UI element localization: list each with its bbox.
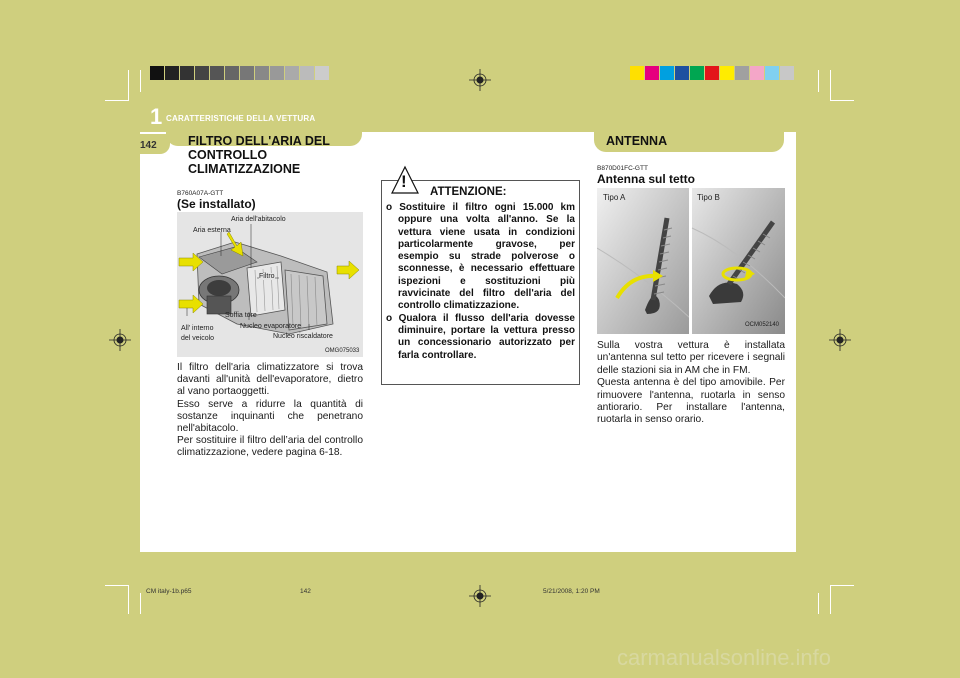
registration-mark-icon: [469, 69, 491, 91]
crop-mark: [128, 70, 129, 100]
paragraph: Sulla vostra vettura è installata un'antenna sul tetto per ricevere i segnali delle stazioni sia in AM che in FM.: [597, 340, 785, 376]
figure-code: OMG075033: [325, 348, 360, 354]
filter-description: [177, 362, 363, 460]
registration-mark-icon: [469, 585, 491, 607]
crop-mark: [105, 585, 129, 586]
calibration-swatch: [285, 66, 299, 80]
climate-filter-figure: [177, 212, 363, 357]
warning-symbol: !: [401, 172, 407, 191]
label-blower: Soffia tore: [225, 312, 257, 319]
crop-mark: [128, 586, 129, 614]
label-interior-line1: All' interno: [181, 325, 214, 332]
section-title-filter: [188, 134, 368, 176]
color-calibration-bar: [630, 66, 795, 80]
section-code: B760A07A-GTT: [177, 190, 224, 197]
registration-mark-icon: [109, 329, 131, 351]
registration-mark-icon: [829, 329, 851, 351]
grayscale-calibration-bar: [150, 66, 330, 80]
calibration-swatch: [255, 66, 269, 80]
label-interior-line2: del veicolo: [181, 335, 215, 342]
calibration-swatch: [165, 66, 179, 80]
crop-mark: [830, 586, 831, 614]
subheading: Antenna sul tetto: [597, 172, 695, 186]
calibration-swatch: [675, 66, 689, 80]
antenna-illustration: [597, 188, 785, 334]
calibration-swatch: [750, 66, 764, 80]
paragraph: Esso serve a ridurre la quantità di sostanze inquinanti che penetrano nell'abitacolo.: [177, 398, 363, 435]
calibration-swatch: [630, 66, 644, 80]
label-outside-air: Aria esterna: [193, 227, 231, 234]
footer-file: CM italy-1b.p65: [146, 588, 192, 595]
subheading: (Se installato): [177, 197, 256, 211]
crop-mark: [830, 70, 831, 100]
calibration-swatch: [645, 66, 659, 80]
figure-code: OCM052140: [745, 322, 780, 328]
page-number: 142: [140, 140, 157, 151]
label-cabin-air: Aria dell'abitacolo: [231, 216, 286, 223]
footer-date: 5/21/2008, 1:20 PM: [543, 588, 600, 595]
calibration-swatch: [195, 66, 209, 80]
calibration-swatch: [180, 66, 194, 80]
label-evaporator: Nucleo evaporatore: [240, 323, 302, 330]
section-title-line: CLIMATIZZAZIONE: [188, 162, 301, 176]
chapter-number: 1: [150, 104, 163, 129]
paragraph: Questa antenna è del tipo amovibile. Per rimuovere l'antenna, ruotarla in senso antiorario. Per installare l'antenna, ruotarla in senso orario.: [597, 377, 785, 426]
section-code: B870D01FC-GTT: [597, 165, 648, 172]
calibration-swatch: [720, 66, 734, 80]
crop-mark: [830, 100, 854, 101]
paragraph: Il filtro dell'aria climatizzatore si trova davanti all'unità dell'evaporatore, dietro al vano portaoggetti.: [177, 362, 363, 398]
calibration-swatch: [315, 66, 329, 80]
calibration-swatch: [270, 66, 284, 80]
warning-list: [386, 202, 575, 362]
warning-item: o Qualora il flusso dell'aria dovesse diminuire, portare la vettura presso un concessionario autorizzato per farla controllare.: [386, 312, 575, 361]
label-filter: Filtro: [259, 273, 275, 280]
warning-title: ATTENZIONE:: [430, 186, 507, 198]
calibration-swatch: [735, 66, 749, 80]
calibration-swatch: [660, 66, 674, 80]
roof-antenna-figure: [597, 188, 785, 334]
crop-mark: [140, 70, 141, 92]
calibration-swatch: [150, 66, 164, 80]
section-title-line: FILTRO DELL'ARIA DEL: [188, 134, 330, 148]
calibration-swatch: [210, 66, 224, 80]
calibration-swatch: [690, 66, 704, 80]
label-heater: Nucleo riscaldatore: [273, 333, 333, 340]
crop-mark: [830, 585, 854, 586]
footer-page: 142: [300, 588, 311, 595]
label-type-b: Tipo B: [697, 193, 720, 202]
crop-mark: [140, 593, 141, 614]
crop-mark: [818, 70, 819, 92]
label-type-a: Tipo A: [603, 193, 626, 202]
calibration-swatch: [780, 66, 794, 80]
calibration-swatch: [225, 66, 239, 80]
watermark: carmanualsonline.info: [617, 645, 832, 670]
section-title-antenna: ANTENNA: [606, 134, 668, 148]
warning-item: o Sostituire il filtro ogni 15.000 km oppure una volta all'anno. Se la vettura viene usata in condizioni particolarmente gravose, per esempio su strade polverose o sconnesse, è necessario effettuare ispezioni e sostituzioni più ravvicinate del filtro dell'aria del controllo climatizzazione.: [386, 202, 575, 312]
antenna-description: [597, 340, 785, 427]
calibration-swatch: [705, 66, 719, 80]
calibration-swatch: [300, 66, 314, 80]
crop-mark: [105, 100, 129, 101]
calibration-swatch: [765, 66, 779, 80]
section-title-line: CONTROLLO: [188, 148, 268, 162]
chapter-title: CARATTERISTICHE DELLA VETTURA: [166, 114, 316, 123]
crop-mark: [818, 593, 819, 614]
paragraph: Per sostituire il filtro dell’aria del controllo climatizzazione, vedere pagina 6-18.: [177, 435, 363, 459]
calibration-swatch: [240, 66, 254, 80]
